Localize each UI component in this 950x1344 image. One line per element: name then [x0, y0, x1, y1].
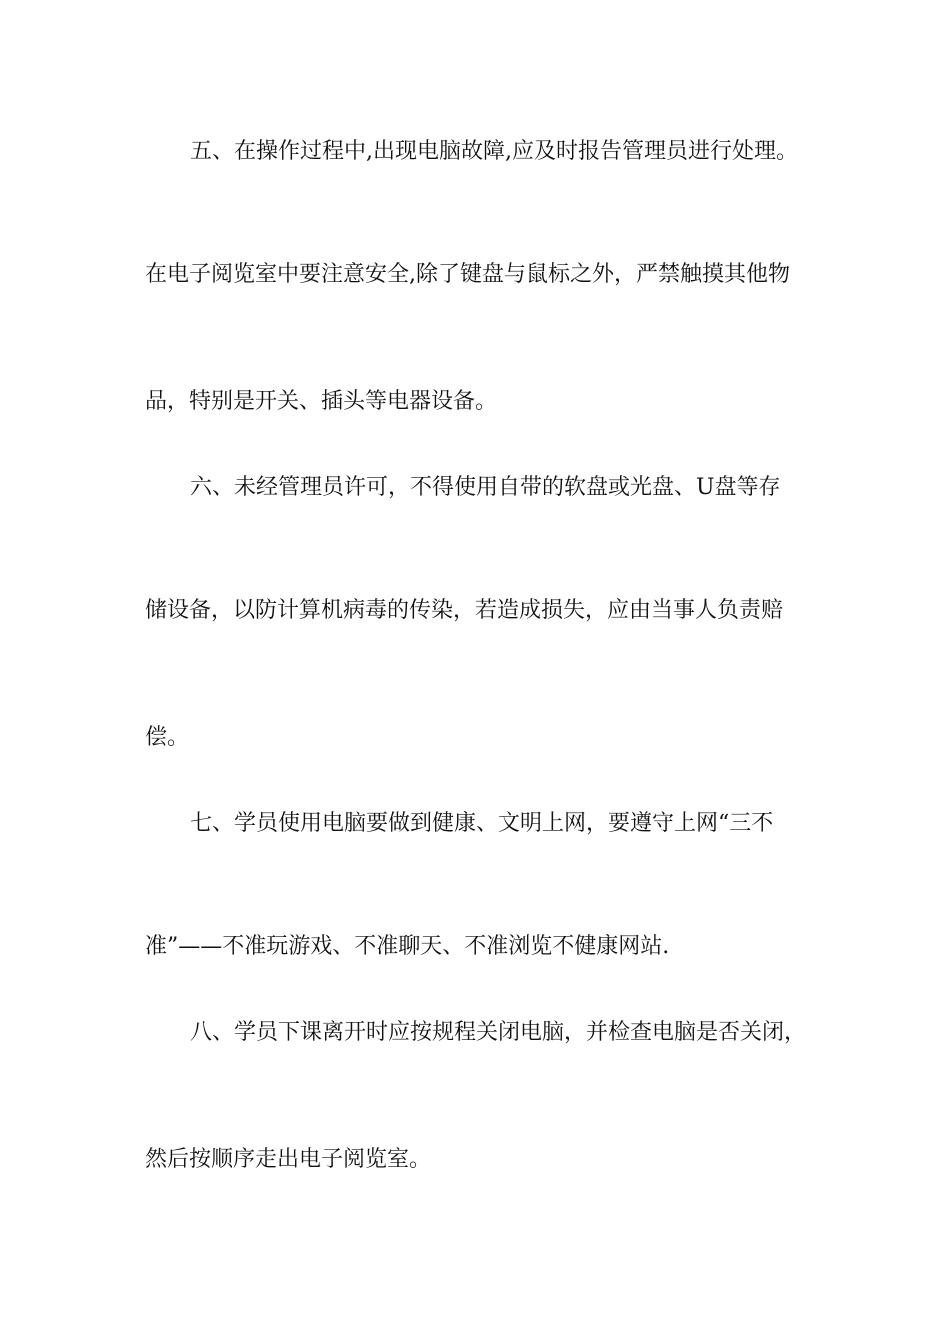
rule-5-line-2: 在电子阅览室中要注意安全,除了键盘与鼠标之外，严禁触摸其他物 [145, 262, 790, 287]
rule-5-line-1: 五、在操作过程中,出现电脑故障,应及时报告管理员进行处理。 [190, 139, 798, 164]
rule-8-line-1: 八、学员下课离开时应按规程关闭电脑，并检查电脑是否关闭， [190, 1020, 807, 1045]
rule-6-line-3: 偿。 [145, 725, 190, 750]
rule-6-line-2: 储设备，以防计算机病毒的传染，若造成损失，应由当事人负责赔 [145, 598, 784, 623]
rule-5-line-3: 品，特别是开关、插头等电器设备。 [145, 389, 498, 414]
rule-8-line-2: 然后按顺序走出电子阅览室。 [145, 1147, 432, 1172]
rule-7-line-1: 七、学员使用电脑要做到健康、文明上网，要遵守上网“三不 [190, 811, 774, 836]
rule-7-line-2: 准”——不准玩游戏、不准聊天、不准浏览不健康网站. [145, 934, 670, 959]
rule-6-line-1: 六、未经管理员许可，不得使用自带的软盘或光盘、U盘等存 [190, 475, 781, 500]
